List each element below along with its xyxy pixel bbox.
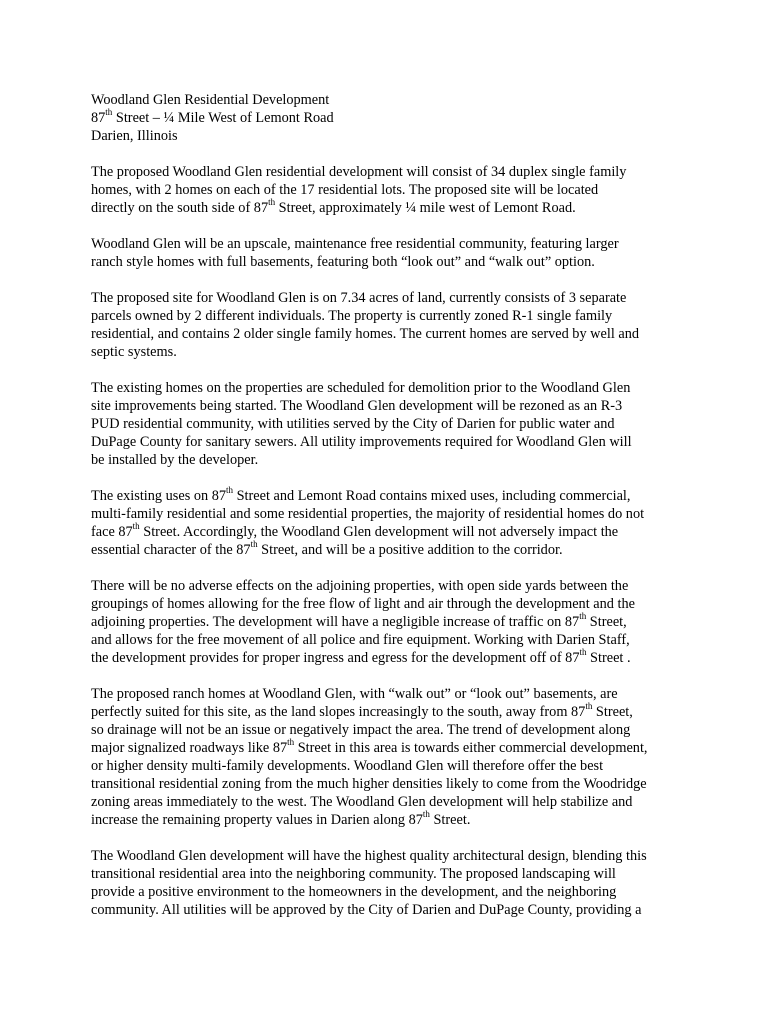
text-run: zoning areas immediately to the west. The Woodland Glen development will help stabilize and (91, 794, 633, 810)
text-run: homes, with 2 homes on each of the 17 residential lots. The proposed site will be located (91, 182, 599, 198)
ordinal-superscript: th (579, 611, 587, 622)
text-run: Woodland Glen Residential Development (91, 92, 330, 108)
paragraph-2 (91, 235, 691, 271)
paragraph-spacer (91, 145, 691, 163)
text-run: site improvements being started. The Woodland Glen development will be rezoned as an R-3 (91, 398, 623, 414)
paragraph-5 (91, 487, 691, 559)
text-line (91, 865, 691, 883)
text-line (91, 757, 691, 775)
text-run: transitional residential area into the neighboring community. The proposed landscaping will (91, 866, 616, 882)
text-run: septic systems. (91, 344, 177, 360)
ordinal-superscript: th (250, 539, 258, 550)
text-line (91, 379, 691, 397)
text-line (91, 199, 691, 217)
text-run: major signalized roadways like 87 (91, 740, 288, 756)
paragraph-4 (91, 379, 691, 469)
paragraph-spacer (91, 667, 691, 685)
text-line (91, 811, 691, 829)
paragraph-spacer (91, 271, 691, 289)
ordinal-superscript: th (226, 485, 234, 496)
text-run: parcels owned by 2 different individuals. The property is currently zoned R-1 single family (91, 308, 613, 324)
text-run: groupings of homes allowing for the free flow of light and air through the development and the (91, 596, 635, 612)
text-line (91, 235, 691, 253)
text-line (91, 613, 691, 631)
text-line (91, 307, 691, 325)
text-run: The existing uses on 87 (91, 488, 227, 504)
text-run: Street, approximately ¼ mile west of Lemont Road. (275, 200, 576, 216)
text-run: Woodland Glen will be an upscale, maintenance free residential community, featuring larger (91, 236, 619, 252)
text-run: so drainage will not be an issue or negatively impact the area. The trend of development along (91, 722, 631, 738)
paragraph-3 (91, 289, 691, 361)
text-line (91, 775, 691, 793)
text-run: Darien, Illinois (91, 128, 178, 144)
text-run: The proposed site for Woodland Glen is on 7.34 acres of land, currently consists of 3 separate (91, 290, 627, 306)
paragraph-6 (91, 577, 691, 667)
text-line (91, 253, 691, 271)
text-run: Street. Accordingly, the Woodland Glen development will not adversely impact the (139, 524, 619, 540)
text-line (91, 721, 691, 739)
text-run: Street, (586, 614, 627, 630)
ordinal-superscript: th (585, 701, 593, 712)
text-line (91, 343, 691, 361)
text-line (91, 91, 691, 109)
text-run: residential, and contains 2 older single family homes. The current homes are served by well and (91, 326, 640, 342)
text-line (91, 577, 691, 595)
text-line (91, 451, 691, 469)
text-line (91, 415, 691, 433)
ordinal-superscript: th (268, 197, 276, 208)
ordinal-superscript: th (579, 647, 587, 658)
text-line (91, 793, 691, 811)
text-line (91, 109, 691, 127)
text-line (91, 883, 691, 901)
text-run: essential character of the 87 (91, 542, 251, 558)
text-run: The existing homes on the properties are scheduled for demolition prior to the Woodland Glen (91, 380, 631, 396)
text-run: DuPage County for sanitary sewers. All utility improvements required for Woodland Glen will (91, 434, 632, 450)
text-line (91, 289, 691, 307)
text-line (91, 739, 691, 757)
text-run: and allows for the free movement of all police and fire equipment. Working with Darien Staff, (91, 632, 630, 648)
document-header (91, 91, 691, 145)
text-run: Street in this area is towards either commercial development, (294, 740, 648, 756)
ordinal-superscript: th (287, 737, 295, 748)
text-line (91, 397, 691, 415)
paragraph-8 (91, 847, 691, 919)
text-line (91, 163, 691, 181)
text-line (91, 847, 691, 865)
text-line (91, 325, 691, 343)
text-line (91, 505, 691, 523)
paragraph-spacer (91, 469, 691, 487)
text-line (91, 703, 691, 721)
text-run: Street – ¼ Mile West of Lemont Road (112, 110, 334, 126)
text-run: Street, (592, 704, 633, 720)
text-line (91, 541, 691, 559)
text-run: The proposed Woodland Glen residential development will consist of 34 duplex single family (91, 164, 627, 180)
text-run: be installed by the developer. (91, 452, 259, 468)
text-run: The Woodland Glen development will have the highest quality architectural design, blending this (91, 848, 647, 864)
ordinal-superscript: th (105, 107, 113, 118)
text-run: provide a positive environment to the homeowners in the development, and the neighboring (91, 884, 617, 900)
text-run: Street. (429, 812, 471, 828)
text-run: PUD residential community, with utilities served by the City of Darien for public water and (91, 416, 615, 432)
text-line (91, 181, 691, 199)
paragraph-7 (91, 685, 691, 829)
text-run: transitional residential zoning from the much higher densities likely to come from the Woodridge (91, 776, 647, 792)
ordinal-superscript: th (132, 521, 140, 532)
text-line (91, 685, 691, 703)
text-line (91, 595, 691, 613)
text-run: 87 (91, 110, 106, 126)
ordinal-superscript: th (422, 809, 430, 820)
paragraph-spacer (91, 361, 691, 379)
paragraph-1 (91, 163, 691, 217)
paragraph-spacer (91, 217, 691, 235)
text-line (91, 631, 691, 649)
text-run: Street and Lemont Road contains mixed uses, including commercial, (233, 488, 631, 504)
text-run: ranch style homes with full basements, featuring both “look out” and “walk out” option. (91, 254, 595, 270)
text-line (91, 127, 691, 145)
text-line (91, 487, 691, 505)
text-run: face 87 (91, 524, 133, 540)
text-run: The proposed ranch homes at Woodland Glen, with “walk out” or “look out” basements, are (91, 686, 618, 702)
text-line (91, 649, 691, 667)
text-run: Street, and will be a positive addition to the corridor. (257, 542, 563, 558)
text-run: the development provides for proper ingress and egress for the development off of 87 (91, 650, 580, 666)
text-run: There will be no adverse effects on the adjoining properties, with open side yards between the (91, 578, 629, 594)
text-run: increase the remaining property values in Darien along 87 (91, 812, 423, 828)
paragraph-spacer (91, 829, 691, 847)
paragraph-spacer (91, 559, 691, 577)
text-line (91, 523, 691, 541)
text-run: community. All utilities will be approved by the City of Darien and DuPage County, providing a (91, 902, 642, 918)
text-run: perfectly suited for this site, as the land slopes increasingly to the south, away from 87 (91, 704, 586, 720)
document-body (91, 91, 691, 919)
text-run: adjoining properties. The development will have a negligible increase of traffic on 87 (91, 614, 580, 630)
text-run: or higher density multi-family developments. Woodland Glen will therefore offer the best (91, 758, 604, 774)
text-run: directly on the south side of 87 (91, 200, 269, 216)
text-run: multi-family residential and some residential properties, the majority of residential homes do not (91, 506, 645, 522)
text-line (91, 433, 691, 451)
text-run: Street . (586, 650, 631, 666)
text-line (91, 901, 691, 919)
